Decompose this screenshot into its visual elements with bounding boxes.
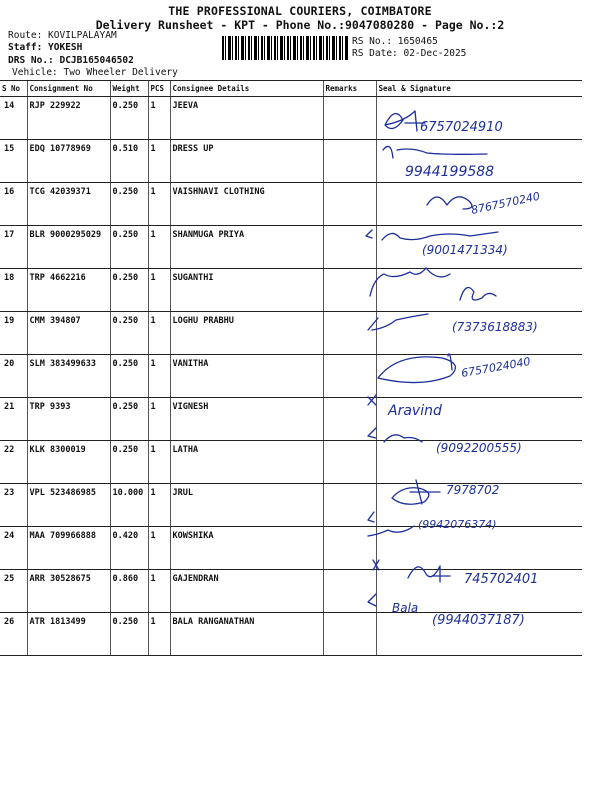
row-consignee: VIGNESH	[170, 398, 323, 441]
row-weight: 0.510	[110, 140, 148, 183]
row-consignment-no: SLM 383499633	[27, 355, 110, 398]
row-consignee: SUGANTHI	[170, 269, 323, 312]
row-consignee: LOGHU PRABHU	[170, 312, 323, 355]
row-remarks	[323, 570, 376, 613]
table-row	[0, 269, 582, 312]
sig-text-26-name: Bala	[392, 601, 419, 615]
row-weight: 0.250	[110, 355, 148, 398]
row-pcs: 1	[148, 226, 170, 269]
row-signature-cell	[376, 398, 582, 441]
row-consignment-no: TCG 42039371	[27, 183, 110, 226]
sig-text-22: (9092200555)	[436, 441, 522, 455]
row-remarks	[323, 226, 376, 269]
row-consignment-no: CMM 394807	[27, 312, 110, 355]
row-signature-cell	[376, 570, 582, 613]
row-weight: 0.860	[110, 570, 148, 613]
row-remarks	[323, 183, 376, 226]
row-consignment-no: MAA 709966888	[27, 527, 110, 570]
row-signature-cell	[376, 355, 582, 398]
staff-label: Staff: YOKESH	[8, 42, 83, 53]
consignment-table	[0, 80, 582, 656]
row-weight: 0.250	[110, 312, 148, 355]
row-pcs: 1	[148, 441, 170, 484]
row-consignee: JEEVA	[170, 97, 323, 140]
row-consignee: BALA RANGANATHAN	[170, 613, 323, 656]
sig-text-15: 9944199588	[405, 164, 495, 180]
row-signature-cell	[376, 484, 582, 527]
row-consignment-no: KLK 8300019	[27, 441, 110, 484]
vehicle-label: Vehicle: Two Wheeler Delivery	[12, 67, 178, 78]
row-pcs: 1	[148, 269, 170, 312]
row-remarks	[323, 398, 376, 441]
sig-text-25: 745702401	[464, 572, 539, 587]
sig-text-17: (9001471334)	[422, 243, 508, 257]
table-header-row	[0, 81, 582, 97]
col-weight: Weight	[110, 81, 148, 97]
table-row	[0, 140, 582, 183]
row-pcs: 1	[148, 613, 170, 656]
row-remarks	[323, 527, 376, 570]
rs-number: RS No.: 1650465	[352, 36, 438, 47]
row-consignee: LATHA	[170, 441, 323, 484]
row-pcs: 1	[148, 140, 170, 183]
row-pcs: 1	[148, 527, 170, 570]
sig-text-16: 8767570240	[469, 189, 542, 217]
row-weight: 0.250	[110, 613, 148, 656]
row-sno: 25	[0, 570, 27, 613]
row-consignment-no: ARR 30528675	[27, 570, 110, 613]
row-consignment-no: TRP 4662216	[27, 269, 110, 312]
row-consignee: GAJENDRAN	[170, 570, 323, 613]
row-consignee: SHANMUGA PRIYA	[170, 226, 323, 269]
sig-text-23: 7978702	[446, 483, 500, 497]
sig-text-14: 6757024910	[420, 120, 503, 135]
row-signature-cell	[376, 97, 582, 140]
col-consignee: Consignee Details	[170, 81, 323, 97]
col-consignment: Consignment No	[27, 81, 110, 97]
row-consignment-no: TRP 9393	[27, 398, 110, 441]
row-remarks	[323, 613, 376, 656]
row-remarks	[323, 355, 376, 398]
row-pcs: 1	[148, 183, 170, 226]
row-weight: 0.420	[110, 527, 148, 570]
row-sno: 20	[0, 355, 27, 398]
row-weight: 0.250	[110, 226, 148, 269]
col-pcs: PCS	[148, 81, 170, 97]
col-sno: S No	[0, 81, 27, 97]
table-row	[0, 570, 582, 613]
row-pcs: 1	[148, 484, 170, 527]
rs-date: RS Date: 02-Dec-2025	[352, 48, 467, 59]
row-weight: 0.250	[110, 183, 148, 226]
table-row	[0, 355, 582, 398]
row-sno: 14	[0, 97, 27, 140]
table-row	[0, 398, 582, 441]
runsheet-subtitle: Delivery Runsheet - KPT - Phone No.:9047080280 - Page No.:2	[95, 18, 505, 32]
sig-text-19: (7373618883)	[452, 320, 538, 334]
table-row	[0, 97, 582, 140]
row-sno: 18	[0, 269, 27, 312]
row-weight: 10.000	[110, 484, 148, 527]
row-signature-cell	[376, 527, 582, 570]
table-row	[0, 527, 582, 570]
row-consignee: DRESS UP	[170, 140, 323, 183]
table-row	[0, 484, 582, 527]
sig-text-20: 6757024040	[460, 354, 532, 380]
row-sno: 26	[0, 613, 27, 656]
col-signature: Seal & Signature	[376, 81, 582, 97]
sig-text-24: (9942076374)	[418, 518, 497, 531]
sig-text-21: Aravind	[388, 403, 442, 419]
row-sno: 16	[0, 183, 27, 226]
row-pcs: 1	[148, 570, 170, 613]
row-consignment-no: RJP 229922	[27, 97, 110, 140]
row-pcs: 1	[148, 398, 170, 441]
row-consignment-no: BLR 9000295029	[27, 226, 110, 269]
row-weight: 0.250	[110, 441, 148, 484]
row-weight: 0.250	[110, 97, 148, 140]
row-remarks	[323, 97, 376, 140]
row-weight: 0.250	[110, 398, 148, 441]
row-pcs: 1	[148, 97, 170, 140]
barcode	[222, 36, 348, 60]
row-sno: 17	[0, 226, 27, 269]
row-sno: 19	[0, 312, 27, 355]
table-row	[0, 226, 582, 269]
sig-text-26: (9944037187)	[432, 613, 525, 628]
row-consignment-no: ATR 1813499	[27, 613, 110, 656]
row-consignee: VAISHNAVI CLOTHING	[170, 183, 323, 226]
drs-number: DRS No.: DCJB165046502	[8, 55, 134, 66]
table-row	[0, 183, 582, 226]
row-consignment-no: EDQ 10778969	[27, 140, 110, 183]
company-title: THE PROFESSIONAL COURIERS, COIMBATORE	[168, 4, 432, 18]
row-remarks	[323, 441, 376, 484]
row-pcs: 1	[148, 312, 170, 355]
row-consignee: JRUL	[170, 484, 323, 527]
table-row	[0, 613, 582, 656]
row-signature-cell	[376, 140, 582, 183]
table-row	[0, 312, 582, 355]
row-sno: 23	[0, 484, 27, 527]
row-remarks	[323, 140, 376, 183]
row-sno: 15	[0, 140, 27, 183]
row-weight: 0.250	[110, 269, 148, 312]
table-row	[0, 441, 582, 484]
row-signature-cell	[376, 226, 582, 269]
row-signature-cell	[376, 183, 582, 226]
col-remarks: Remarks	[323, 81, 376, 97]
row-pcs: 1	[148, 355, 170, 398]
row-sno: 22	[0, 441, 27, 484]
route-label: Route: KOVILPALAYAM	[8, 30, 117, 41]
row-signature-cell	[376, 613, 582, 656]
row-consignment-no: VPL 523486985	[27, 484, 110, 527]
row-signature-cell	[376, 269, 582, 312]
row-remarks	[323, 269, 376, 312]
row-consignee: KOWSHIKA	[170, 527, 323, 570]
row-sno: 21	[0, 398, 27, 441]
row-signature-cell	[376, 312, 582, 355]
row-sno: 24	[0, 527, 27, 570]
row-consignee: VANITHA	[170, 355, 323, 398]
row-signature-cell	[376, 441, 582, 484]
row-remarks	[323, 312, 376, 355]
row-remarks	[323, 484, 376, 527]
